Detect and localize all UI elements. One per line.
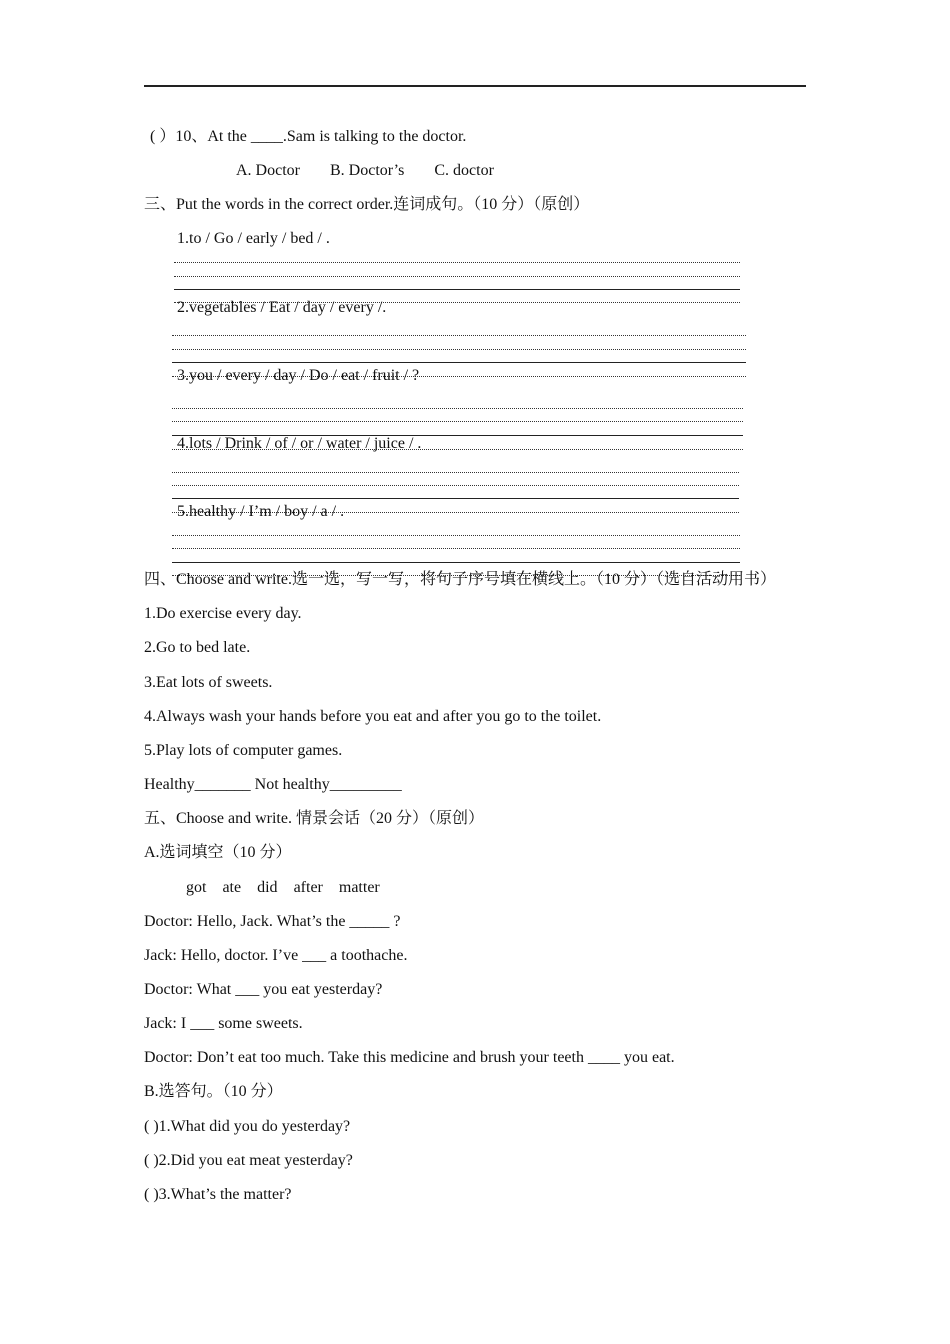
dialogue-line-2: Jack: Hello, doctor. I’ve ___ a toothache. [144,947,408,964]
option-c: C. doctor [434,162,494,179]
option-a: A. Doctor [236,162,300,179]
healthy-item-5: 5.Play lots of computer games. [144,742,343,759]
writing-line [172,421,743,422]
writing-line [172,498,739,499]
word-bank [186,878,392,898]
option-b: B. Doctor’s [329,162,405,179]
word-bank-word: got [186,879,207,896]
healthy-item-4: 4.Always wash your hands before you eat and after you go to the toilet. [144,708,602,725]
writing-line [172,535,740,536]
writing-line [174,276,740,277]
section-4-heading: 四、Choose and write.选一选，写一写，将句子序号填在横线上。（10 分）（选自活动用书） [144,571,776,588]
writing-line [172,562,740,563]
word-bank-word: ate [222,879,242,896]
question-10-options [236,161,520,181]
order-item-5: 5.healthy / I’m / boy / a / . [177,503,345,520]
writing-line [172,408,743,409]
section-5-heading: 五、Choose and write. 情景会话（20 分）（原创） [144,810,484,827]
order-item-1: 1.to / Go / early / bed / . [177,230,330,247]
healthy-item-2: 2.Go to bed late. [144,639,251,656]
order-item-3: 3.you / every / day / Do / eat / fruit / ? [177,367,420,384]
dialogue-line-1: Doctor: Hello, Jack. What’s the _____ ? [144,913,401,930]
writing-line [172,485,739,486]
writing-line [172,362,746,363]
healthy-item-3: 3.Eat lots of sweets. [144,674,273,691]
dialogue-line-4: Jack: I ___ some sweets. [144,1015,303,1032]
writing-line [174,289,740,290]
part-b-heading: B.选答句。（10 分） [144,1083,283,1100]
writing-line [172,472,739,473]
section-3-heading: 三、Put the words in the correct order.连词成句。（10 分）（原创） [144,196,590,213]
order-item-2: 2.vegetables / Eat / day / every /. [177,299,387,316]
word-bank-word: after [293,879,323,896]
word-bank-word: did [257,879,278,896]
writing-line [172,335,746,336]
question-10: ( ）10、At the ____.Sam is talking to the doctor. [150,128,467,145]
writing-line [172,349,746,350]
part-b-item-2: ( )2.Did you eat meat yesterday? [144,1152,353,1169]
order-item-4: 4.lots / Drink / of / or / water / juice / . [177,435,422,452]
word-bank-word: matter [338,879,380,896]
dialogue-line-5: Doctor: Don’t eat too much. Take this medicine and brush your teeth ____ you eat. [144,1049,675,1066]
part-a-heading: A.选词填空（10 分） [144,844,292,861]
part-b-item-3: ( )3.What’s the matter? [144,1186,292,1203]
healthy-item-1: 1.Do exercise every day. [144,605,302,622]
healthy-answer-line: Healthy_______ Not healthy_________ [144,776,402,793]
writing-line [172,548,740,549]
header-rule [144,85,806,87]
part-b-item-1: ( )1.What did you do yesterday? [144,1118,351,1135]
writing-line [174,262,740,263]
dialogue-line-3: Doctor: What ___ you eat yesterday? [144,981,383,998]
